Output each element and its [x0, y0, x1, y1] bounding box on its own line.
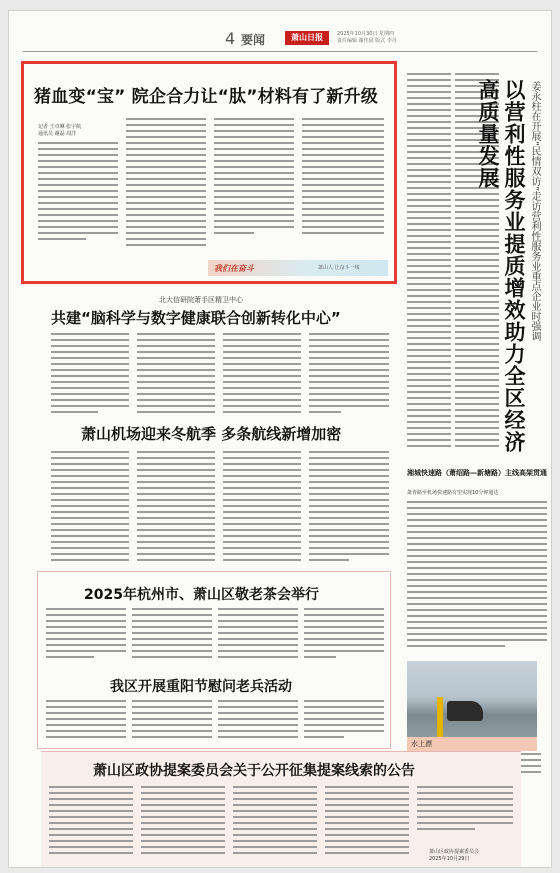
article5-col-1 [46, 700, 126, 742]
article3-col-2 [137, 451, 215, 565]
section-name: 要闻 [241, 33, 266, 47]
newspaper-page [8, 10, 552, 868]
side-story-text [407, 501, 547, 651]
article2-col-1 [51, 333, 129, 417]
photo-caption: 水上漂 [411, 740, 432, 748]
article2-title: 共建“脑科学与数字健康联合创新转化中心” [51, 309, 341, 327]
notice-col-1 [49, 786, 133, 858]
right-feature [407, 67, 547, 457]
lead-text-col-4 [302, 118, 384, 238]
editor-text: 责任编辑 谢佳晨 版式 李丹 [337, 38, 397, 44]
article4-col-3 [218, 608, 298, 662]
news-photo [407, 661, 537, 751]
article3-col-4 [309, 451, 389, 565]
notice-signature-date: 2025年10月29日 [429, 856, 470, 862]
article3-col-3 [223, 451, 301, 565]
article4-col-2 [132, 608, 212, 662]
article5-col-4 [304, 700, 384, 742]
side-story-sub: 萧青路至机场快速路有望实现10分钟通达 [407, 490, 499, 496]
newspaper-logo: 萧山日报 [285, 31, 329, 45]
page-number: 4 [225, 29, 236, 48]
masthead-rule [23, 51, 537, 52]
article2-col-3 [223, 333, 301, 417]
lead-text-col-1 [38, 142, 118, 244]
notice-col-2 [141, 786, 225, 858]
notice-signature [429, 849, 479, 863]
article5-col-2 [132, 700, 212, 742]
lead-article-byline [38, 124, 81, 138]
masthead [9, 25, 552, 55]
byline-reporters: 记者 王卓琳 张宇航 [38, 124, 82, 130]
photo-boat [447, 701, 483, 721]
lead-article-title: 猪血变“宝” 院企合力让“肽”材料有了新升级 [34, 87, 379, 107]
article4-col-4 [304, 608, 384, 662]
lead-text-col-2 [126, 118, 206, 250]
notice-col-5 [417, 786, 513, 834]
banner-sub: 萧山人 让奋斗一线 [318, 265, 360, 271]
article4-box [37, 571, 391, 749]
date-text: 2025年10月30日 星期四 [337, 31, 395, 37]
article5-col-3 [218, 700, 298, 742]
banner-title: 我们在奋斗 [214, 264, 254, 273]
byline-correspondents: 通讯员 谢磊 周洋 [38, 131, 77, 137]
article3-title: 萧山机场迎来冬航季 多条航线新增加密 [81, 425, 342, 443]
notice-col-3 [233, 786, 317, 858]
right-feature-subtitle: 姜永柱在开展“民情双访”走访营利性服务业重点企业时强调 [529, 81, 540, 342]
article3-col-1 [51, 451, 129, 565]
right-text-col-1 [407, 73, 451, 451]
notice-signature-org: 萧山区政协提案委员会 [429, 849, 480, 855]
lead-text-col-3 [214, 118, 294, 238]
article2-col-2 [137, 333, 215, 417]
lead-article-highlight[interactable] [21, 61, 397, 284]
article5-title: 我区开展重阳节慰问老兵活动 [110, 679, 292, 695]
photo-flag [437, 697, 443, 737]
article4-title: 2025年杭州市、萧山区敬老茶会举行 [84, 587, 319, 603]
article2-col-4 [309, 333, 389, 417]
notice-col-4 [325, 786, 409, 858]
article4-col-1 [46, 608, 126, 662]
series-banner [208, 260, 388, 276]
date-line [337, 31, 417, 45]
notice-title: 萧山区政协提案委员会关于公开征集提案线索的公告 [93, 763, 415, 779]
article2-kicker: 北大信研院萧手区精卫中心 [159, 296, 243, 304]
right-feature-title: 以营利性服务业提质增效助力全区经济高质量发展 [476, 79, 526, 453]
side-story-title: 湘城快速路（萧绍路—新塘路）主线高架贯通 [407, 469, 547, 477]
